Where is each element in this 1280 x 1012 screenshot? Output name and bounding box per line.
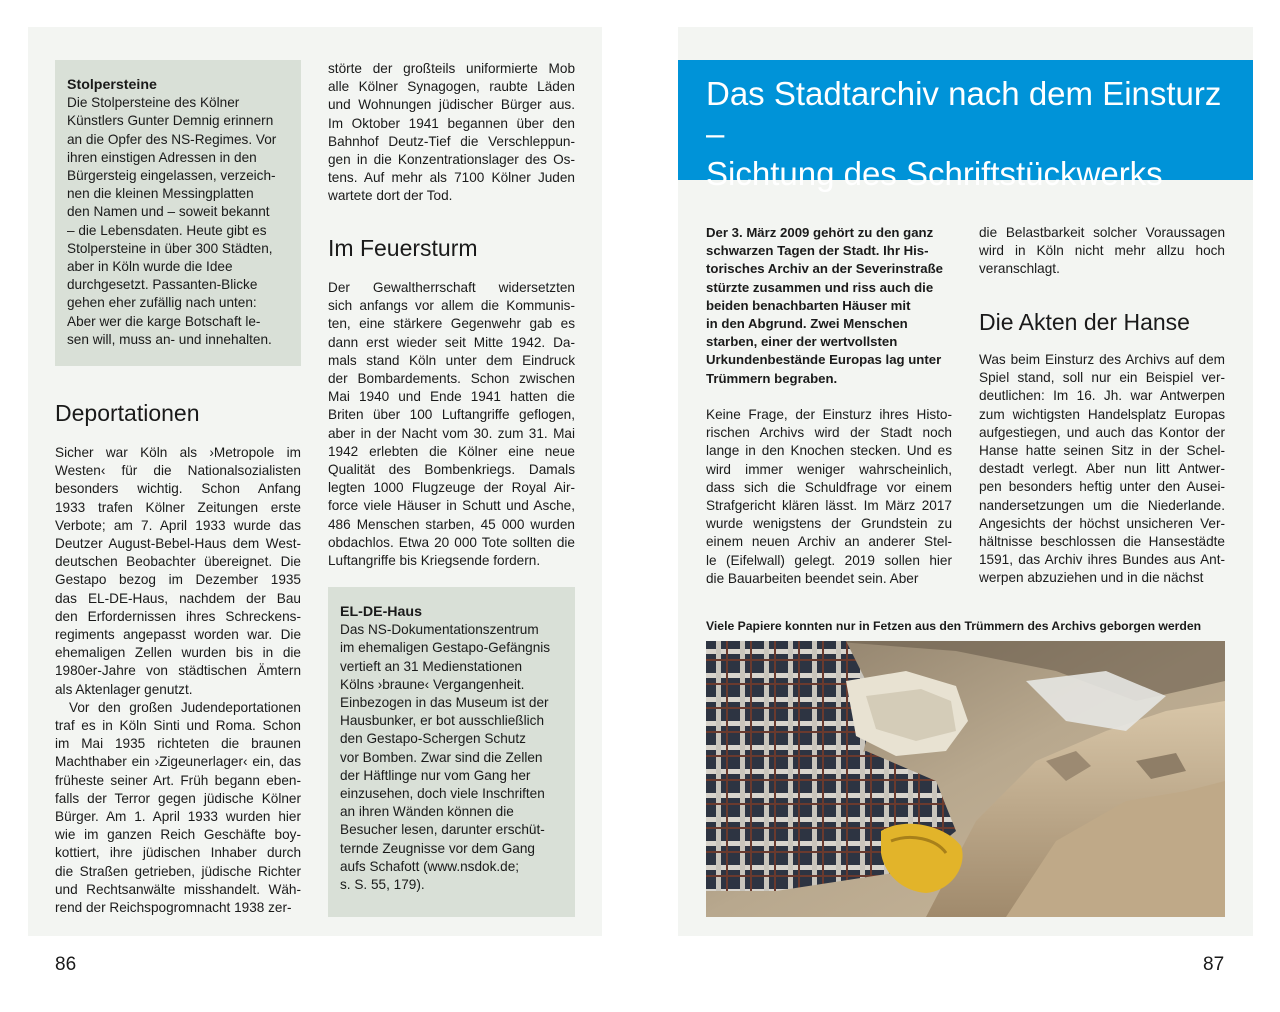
deportationen-text: [55, 444, 301, 917]
text-line: aber in Köln wurde die Idee: [67, 259, 233, 275]
text-line: Der 3. März 2009 gehört zu den ganz: [706, 225, 934, 240]
body-text: [706, 406, 952, 588]
rubble-photo: [706, 641, 1225, 917]
text-line: werpen abzuziehen und in die nächst: [979, 570, 1204, 586]
text-line: Mai 1940 und Ende 1941 hatten die: [328, 389, 575, 405]
text-line: Keine Frage, der Einsturz ihres Histo-: [706, 407, 952, 422]
text-line: durchgesetzt. Passanten-Blicke: [67, 277, 258, 293]
text-line: sen will, muss an- und innehalten.: [67, 331, 272, 347]
heading-feuersturm: Im Feuersturm: [328, 235, 478, 261]
text-line: hältnisse beschlossen die Hansestädte: [979, 534, 1225, 550]
text-line: deutschen Beobachter übereignet. Die: [55, 554, 301, 570]
text-line: ehemaligen Zellen wurden bis in die: [55, 645, 301, 661]
text-line: schwarzen Tagen der Stadt. Ihr His-: [706, 243, 929, 259]
text-line: einem neuen Archiv an anderer Stel-: [706, 534, 952, 550]
text-line: wurde wenigstens der Grundstein zu: [706, 516, 952, 532]
text-line: wird immer weniger wahrscheinlich,: [706, 461, 952, 477]
text-line: der Häftlinge nur vom Gang her: [340, 767, 531, 783]
text-line: obdachlos. Etwa 20 000 Tote sollten die: [328, 534, 575, 550]
text-line: 1942 erlebten die Kölner eine neue: [328, 443, 575, 459]
text-line: aufgestiegen, und auch das Kontor der: [979, 424, 1225, 440]
paragraph: [706, 406, 952, 588]
text-line: Westen‹ für die Nationalsozialisten: [55, 463, 301, 479]
feuersturm-text: [328, 279, 575, 570]
eldehaus-text: [340, 621, 563, 894]
text-line: tens. Auf mehr als 7100 Kölner Juden: [328, 170, 575, 186]
text-line: Das NS-Dokumentationszentrum: [340, 622, 539, 638]
text-line: 1980er-Jahre von städtischen Ämtern: [55, 663, 301, 679]
eldehaus-box: [328, 587, 575, 917]
text-line: Sichtung des Schriftstückwerks: [706, 155, 1163, 192]
text-line: vertieft an 31 Medienstationen: [340, 658, 523, 674]
text-line: Urkundenbestände Europas lag unter: [706, 352, 942, 368]
text-line: legten 1000 Flugzeuge der Royal Air-: [328, 480, 575, 496]
text-line: Das Stadtarchiv nach dem Einsturz –: [706, 75, 1222, 152]
text-line: starben, einer der wertvollsten: [706, 334, 898, 350]
text-line: Angesichts der höchst unsicheren Ver-: [979, 515, 1225, 531]
paragraph: [979, 224, 1225, 279]
text-line: dann erst wieder seit Mitte 1942. Da-: [328, 334, 575, 350]
hanse-text: [979, 351, 1225, 588]
text-line: 486 Menschen starben, 45 000 wurden: [328, 516, 575, 532]
text-line: Verbote; am 7. April 1933 wurde das: [55, 517, 301, 533]
text-line: Deutzer August-Bebel-Haus dem West-: [55, 536, 301, 552]
text-line: früheste seiner Art. Früh begann eben-: [55, 772, 301, 788]
text-line: Luftangriffe bis Kriegsende fordern.: [328, 553, 541, 569]
text-line: falls der Terror gegen jüdische Kölner: [55, 790, 301, 806]
paragraph: [328, 60, 575, 206]
text-line: ternde Zeugnisse vor dem Gang: [340, 840, 535, 856]
page-number-right: 87: [1203, 954, 1225, 975]
text-line: Künstlers Gunter Demnig erinnern: [67, 113, 274, 129]
text-line: nandersetzungen um die Niederlande.: [979, 497, 1225, 513]
text-line: Vor den großen Judendeportationen: [69, 699, 301, 715]
text-line: 1591, das Archiv ihres Bundes aus Ant-: [979, 552, 1225, 568]
text-line: Bürgersteig eingelassen, verzeich-: [67, 168, 276, 184]
text-line: einzusehen, doch viele Inschriften: [340, 786, 545, 802]
text-line: Bürger. Am 1. April 1933 wurden hier: [55, 809, 301, 825]
text-line: wartete dort der Tod.: [328, 188, 453, 204]
text-line: Aber wer die karge Botschaft le-: [67, 313, 261, 329]
lead-text: [706, 224, 952, 388]
text-line: als Aktenlager genutzt.: [55, 681, 193, 697]
text-line: Spiel stand, soll nur ein Beispiel ver-: [979, 370, 1225, 386]
text-line: traf es in Köln Sinti und Roma. Schon: [55, 718, 301, 734]
text-line: s. S. 55, 179).: [340, 877, 425, 893]
text-line: besonders wichtig. Schon Anfang: [55, 481, 301, 497]
text-line: der Bombardements. Schon zwischen: [328, 371, 575, 387]
text-line: Qualität des Bombenkriegs. Damals: [328, 462, 575, 478]
text-line: Machthaber ein ›Zigeunerlager‹ ein, das: [55, 754, 301, 770]
text-line: die Belastbarkeit solcher Voraussagen: [979, 225, 1225, 240]
text-line: deutlichen: Im 16. Jh. war Antwerpen: [979, 388, 1225, 404]
text-line: Briten über 100 Luftangriffe geflogen,: [328, 407, 575, 423]
text-line: die Bauarbeiten beendet sein. Aber: [706, 570, 919, 586]
page-number-left: 86: [55, 954, 77, 975]
column-2-top-text: [979, 224, 1225, 279]
title-banner: [678, 60, 1253, 192]
paragraph: [706, 224, 952, 388]
text-line: aufs Schafott (www.nsdok.de;: [340, 858, 520, 874]
text-line: le (Eifelwall) gelegt. 2019 sollen hier: [706, 552, 952, 568]
text-line: den Namen und – soweit bekannt: [67, 204, 270, 220]
text-line: Hanse hatte seinen Sitz in der Schel-: [979, 443, 1225, 459]
text-line: Sicher war Köln als ›Metropole im: [55, 445, 301, 460]
text-line: kottiert, ihre jüdischen Inhaber durch: [55, 845, 301, 861]
text-line: Der Gewaltherrschaft widersetzten: [328, 280, 575, 295]
text-line: und Rechtsanwälte misshandelt. Wäh-: [55, 881, 301, 897]
text-line: an ihren Wänden können die: [340, 804, 514, 820]
text-line: im Mai 1935 richteten die braunen: [55, 736, 301, 752]
text-line: dass sich die Schuldfrage vor einem: [706, 479, 952, 495]
text-line: rischen Archivs wird der Stadt noch: [706, 425, 952, 441]
text-line: Besucher lesen, darunter erschüt-: [340, 822, 545, 838]
text-line: lange in den Knochen stecken. Und es: [706, 443, 952, 459]
text-line: sich anfangs vor allem die Kommunis-: [328, 298, 575, 314]
text-line: vor Bomben. Zwar sind die Zellen: [340, 749, 543, 765]
text-line: Einbezogen in das Museum ist der: [340, 695, 549, 711]
text-line: wie im ganzen Reich Geschäfte boy-: [55, 827, 301, 843]
text-line: den Erfordernissen ihres Schreckens-: [55, 608, 301, 624]
stolpersteine-title: Stolpersteine: [67, 77, 157, 93]
text-line: im ehemaligen Gestapo-Gefängnis: [340, 640, 551, 656]
text-line: rend der Reichspogromnacht 1938 zer-: [55, 900, 292, 916]
text-line: in den Abgrund. Zwei Menschen: [706, 316, 908, 332]
text-line: torisches Archiv an der Severinstraße: [706, 261, 943, 277]
paragraph: [55, 444, 301, 699]
text-line: und Wohnungen jüdischer Bürger aus.: [328, 97, 575, 113]
text-line: das EL-DE-Haus, nachdem der Bau: [55, 590, 301, 606]
text-line: Was beim Einsturz des Archivs auf dem: [979, 352, 1225, 367]
heading-hanse: Die Akten der Hanse: [979, 309, 1190, 335]
text-line: veranschlagt.: [979, 261, 1060, 277]
text-line: gen in die Konzentrationslager des Os-: [328, 152, 575, 168]
text-line: Bahnhof Deutz-Tief die Verschleppun-: [328, 133, 575, 149]
text-line: nen die kleinen Messingplatten: [67, 186, 254, 202]
text-line: destadt verlegt. Aber nun litt Antwer-: [979, 461, 1225, 477]
text-line: Kölns ›braune‹ Vergangenheit.: [340, 676, 525, 692]
text-line: gehen eher zufällig nach unten:: [67, 295, 257, 311]
text-line: beiden benachbarten Häuser mit: [706, 297, 911, 313]
text-line: ten, eine stärkere Gegenwehr gab es: [328, 316, 575, 332]
text-line: force viele Häuser in Schutt und Asche,: [328, 498, 575, 514]
text-line: Hausbunker, er bot ausschließlich: [340, 713, 545, 729]
text-line: zum wichtigsten Handelsplatz Europas: [979, 406, 1225, 422]
text-line: ihren einstigen Adressen in den: [67, 149, 257, 165]
text-line: mals stand Köln unter dem Eindruck: [328, 352, 575, 368]
paragraph: [979, 351, 1225, 588]
article-title: [706, 74, 1246, 194]
text-line: Stolpersteine in über 300 Städten,: [67, 240, 273, 256]
text-line: Strafgericht klären lässt. Im März 2017: [706, 498, 952, 514]
photo-caption: Viele Papiere konnten nur in Fetzen aus den Trümmern des Archivs geborgen werden: [706, 619, 1202, 633]
text-line: 1933 trafen Kölner Zeitungen erste: [55, 499, 301, 515]
text-line: aber in der Nacht vom 30. zum 31. Mai: [328, 425, 575, 441]
text-line: regiments angepasst worden war. Die: [55, 627, 301, 643]
text-line: wird in Köln nicht mehr allzu hoch: [979, 243, 1225, 259]
text-line: Die Stolpersteine des Kölner: [67, 95, 240, 111]
text-line: Im Oktober 1941 begannen über den: [328, 115, 575, 131]
paragraph: [55, 699, 301, 917]
paragraph: [328, 279, 575, 570]
text-line: störte der großteils uniformierte Mob: [328, 61, 575, 76]
eldehaus-title: EL-DE-Haus: [340, 604, 422, 620]
column-2-top-text: [328, 60, 575, 206]
stolpersteine-text: [67, 94, 289, 349]
text-line: alle Kölner Synagogen, raubte Läden: [328, 79, 575, 95]
text-line: Gestapo bezog im Dezember 1935: [55, 572, 301, 588]
text-line: stürzte zusammen und riss auch die: [706, 279, 934, 295]
text-line: Trümmern begraben.: [706, 370, 838, 386]
heading-deportationen: Deportationen: [55, 400, 200, 426]
text-line: den Gestapo-Schergen Schutz: [340, 731, 526, 747]
rubble-photo-illustration: [706, 641, 1225, 917]
text-line: an die Opfer des NS-Regimes. Vor: [67, 131, 277, 147]
text-line: pen besonders heftig unter den Ausei-: [979, 479, 1225, 495]
text-line: die Straßen getrieben, jüdische Richter: [55, 863, 301, 879]
stolpersteine-box: [55, 60, 301, 366]
text-line: – die Lebensdaten. Heute gibt es: [67, 222, 267, 238]
